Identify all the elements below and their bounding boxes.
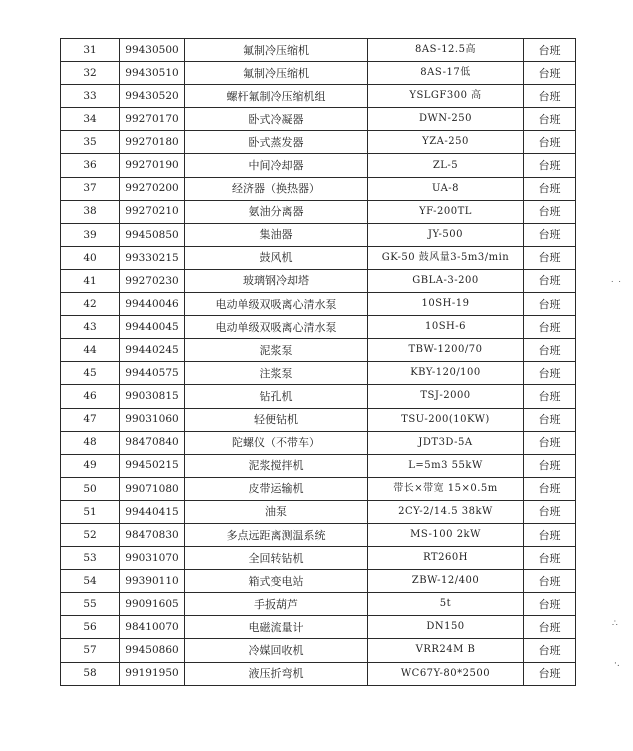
machine-code: 99450215	[120, 454, 185, 477]
row-number: 32	[61, 62, 120, 85]
machine-name: 氟制冷压缩机	[185, 39, 368, 62]
table-row	[61, 570, 576, 593]
table-row	[61, 662, 576, 685]
machine-spec: TSU-200(10KW)	[368, 408, 524, 431]
machine-name: 卧式冷凝器	[185, 108, 368, 131]
unit: 台班	[524, 339, 576, 362]
unit: 台班	[524, 523, 576, 546]
unit: 台班	[524, 570, 576, 593]
row-number: 41	[61, 269, 120, 292]
machine-code: 99450860	[120, 639, 185, 662]
table-row	[61, 500, 576, 523]
scan-mark: ˙ ˙	[610, 281, 622, 291]
unit: 台班	[524, 246, 576, 269]
machine-spec: MS-100 2kW	[368, 523, 524, 546]
row-number: 47	[61, 408, 120, 431]
machine-spec: GK-50 鼓风量3-5m3/min	[368, 246, 524, 269]
unit: 台班	[524, 500, 576, 523]
machine-spec: UA-8	[368, 177, 524, 200]
machine-code: 99430520	[120, 85, 185, 108]
machine-name: 手扳葫芦	[185, 593, 368, 616]
unit: 台班	[524, 177, 576, 200]
machine-spec: 10SH-6	[368, 316, 524, 339]
machine-name: 螺杆氟制冷压缩机组	[185, 85, 368, 108]
row-number: 54	[61, 570, 120, 593]
machine-spec: JY-500	[368, 223, 524, 246]
unit: 台班	[524, 408, 576, 431]
row-number: 58	[61, 662, 120, 685]
machine-spec: ZL-5	[368, 154, 524, 177]
machine-spec: 10SH-19	[368, 293, 524, 316]
machine-code: 99270200	[120, 177, 185, 200]
machine-name: 泥浆泵	[185, 339, 368, 362]
row-number: 51	[61, 500, 120, 523]
row-number: 34	[61, 108, 120, 131]
unit: 台班	[524, 662, 576, 685]
machine-name: 注浆泵	[185, 362, 368, 385]
table-row	[61, 593, 576, 616]
unit: 台班	[524, 223, 576, 246]
machine-spec: ZBW-12/400	[368, 570, 524, 593]
machine-code: 99270180	[120, 131, 185, 154]
machine-name: 电磁流量计	[185, 616, 368, 639]
machine-name: 电动单级双吸离心清水泵	[185, 293, 368, 316]
machine-name: 泥浆搅拌机	[185, 454, 368, 477]
machine-spec: DWN-250	[368, 108, 524, 131]
machine-code: 99440046	[120, 293, 185, 316]
row-number: 33	[61, 85, 120, 108]
table-row	[61, 547, 576, 570]
unit: 台班	[524, 131, 576, 154]
machine-name: 皮带运输机	[185, 477, 368, 500]
unit: 台班	[524, 62, 576, 85]
machine-code: 98470840	[120, 431, 185, 454]
machine-spec: 5t	[368, 593, 524, 616]
row-number: 53	[61, 547, 120, 570]
scan-mark: ·.	[614, 659, 620, 669]
machine-code: 99440575	[120, 362, 185, 385]
row-number: 56	[61, 616, 120, 639]
machine-code: 99440415	[120, 500, 185, 523]
machine-code: 99390110	[120, 570, 185, 593]
unit: 台班	[524, 200, 576, 223]
machine-spec: YSLGF300 高	[368, 85, 524, 108]
table-row	[61, 316, 576, 339]
machine-code: 99450850	[120, 223, 185, 246]
table-row	[61, 246, 576, 269]
row-number: 39	[61, 223, 120, 246]
unit: 台班	[524, 154, 576, 177]
table-row	[61, 408, 576, 431]
row-number: 55	[61, 593, 120, 616]
machine-name: 陀螺仪（不带车）	[185, 431, 368, 454]
unit: 台班	[524, 616, 576, 639]
row-number: 43	[61, 316, 120, 339]
machine-code: 99270210	[120, 200, 185, 223]
row-number: 52	[61, 523, 120, 546]
machine-name: 鼓风机	[185, 246, 368, 269]
unit: 台班	[524, 108, 576, 131]
row-number: 57	[61, 639, 120, 662]
unit: 台班	[524, 454, 576, 477]
machine-name: 经济器（换热器）	[185, 177, 368, 200]
unit: 台班	[524, 85, 576, 108]
table-row	[61, 293, 576, 316]
machine-spec: GBLA-3-200	[368, 269, 524, 292]
table-row	[61, 477, 576, 500]
machinery-table	[60, 38, 576, 686]
machine-name: 电动单级双吸离心清水泵	[185, 316, 368, 339]
unit: 台班	[524, 547, 576, 570]
machine-code: 99270230	[120, 269, 185, 292]
machine-code: 99031060	[120, 408, 185, 431]
machine-code: 98470830	[120, 523, 185, 546]
machine-name: 中间冷却器	[185, 154, 368, 177]
machine-name: 多点远距离测温系统	[185, 523, 368, 546]
table-row	[61, 131, 576, 154]
row-number: 46	[61, 385, 120, 408]
row-number: 50	[61, 477, 120, 500]
machine-code: 99430500	[120, 39, 185, 62]
table-row	[61, 431, 576, 454]
table-row	[61, 154, 576, 177]
table-row	[61, 108, 576, 131]
row-number: 36	[61, 154, 120, 177]
machine-name: 钻孔机	[185, 385, 368, 408]
machine-spec: YZA-250	[368, 131, 524, 154]
unit: 台班	[524, 316, 576, 339]
table-row	[61, 362, 576, 385]
machine-spec: 8AS-17低	[368, 62, 524, 85]
machine-code: 99440245	[120, 339, 185, 362]
row-number: 44	[61, 339, 120, 362]
table-row	[61, 62, 576, 85]
machine-spec: KBY-120/100	[368, 362, 524, 385]
machine-spec: RT260H	[368, 547, 524, 570]
table-row	[61, 523, 576, 546]
row-number: 35	[61, 131, 120, 154]
scan-mark: ∴	[612, 619, 618, 629]
table-row	[61, 269, 576, 292]
machine-code: 99091605	[120, 593, 185, 616]
row-number: 45	[61, 362, 120, 385]
machine-code: 99440045	[120, 316, 185, 339]
unit: 台班	[524, 39, 576, 62]
table-row	[61, 616, 576, 639]
row-number: 49	[61, 454, 120, 477]
machine-name: 玻璃钢冷却塔	[185, 269, 368, 292]
unit: 台班	[524, 362, 576, 385]
machine-name: 油泵	[185, 500, 368, 523]
row-number: 40	[61, 246, 120, 269]
machine-name: 集油器	[185, 223, 368, 246]
machine-code: 99330215	[120, 246, 185, 269]
machine-code: 99270190	[120, 154, 185, 177]
row-number: 42	[61, 293, 120, 316]
machine-code: 98410070	[120, 616, 185, 639]
row-number: 48	[61, 431, 120, 454]
table-row	[61, 454, 576, 477]
machine-spec: 带长×带宽 15×0.5m	[368, 477, 524, 500]
machine-spec: TSJ-2000	[368, 385, 524, 408]
row-number: 38	[61, 200, 120, 223]
table-row	[61, 223, 576, 246]
machine-spec: YF-200TL	[368, 200, 524, 223]
row-number: 37	[61, 177, 120, 200]
machine-spec: JDT3D-5A	[368, 431, 524, 454]
table-row	[61, 177, 576, 200]
machine-name: 全回转钻机	[185, 547, 368, 570]
machine-spec: L=5m3 55kW	[368, 454, 524, 477]
machine-spec: 8AS-12.5高	[368, 39, 524, 62]
table-row	[61, 200, 576, 223]
machine-code: 99191950	[120, 662, 185, 685]
table-row	[61, 339, 576, 362]
unit: 台班	[524, 477, 576, 500]
table-row	[61, 39, 576, 62]
machine-spec: 2CY-2/14.5 38kW	[368, 500, 524, 523]
machine-code: 99031070	[120, 547, 185, 570]
unit: 台班	[524, 431, 576, 454]
machine-name: 卧式蒸发器	[185, 131, 368, 154]
machine-spec: VRR24M B	[368, 639, 524, 662]
unit: 台班	[524, 639, 576, 662]
machine-spec: DN150	[368, 616, 524, 639]
machine-name: 氟制冷压缩机	[185, 62, 368, 85]
machine-code: 99071080	[120, 477, 185, 500]
machine-name: 氨油分离器	[185, 200, 368, 223]
row-number: 31	[61, 39, 120, 62]
machine-name: 轻便钻机	[185, 408, 368, 431]
machine-name: 液压折弯机	[185, 662, 368, 685]
unit: 台班	[524, 293, 576, 316]
table-row	[61, 639, 576, 662]
table-row	[61, 385, 576, 408]
table-row	[61, 85, 576, 108]
unit: 台班	[524, 385, 576, 408]
unit: 台班	[524, 593, 576, 616]
unit: 台班	[524, 269, 576, 292]
machine-spec: WC67Y-80*2500	[368, 662, 524, 685]
machine-name: 箱式变电站	[185, 570, 368, 593]
machine-code: 99270170	[120, 108, 185, 131]
machine-code: 99030815	[120, 385, 185, 408]
machine-name: 冷媒回收机	[185, 639, 368, 662]
machine-spec: TBW-1200/70	[368, 339, 524, 362]
machine-code: 99430510	[120, 62, 185, 85]
